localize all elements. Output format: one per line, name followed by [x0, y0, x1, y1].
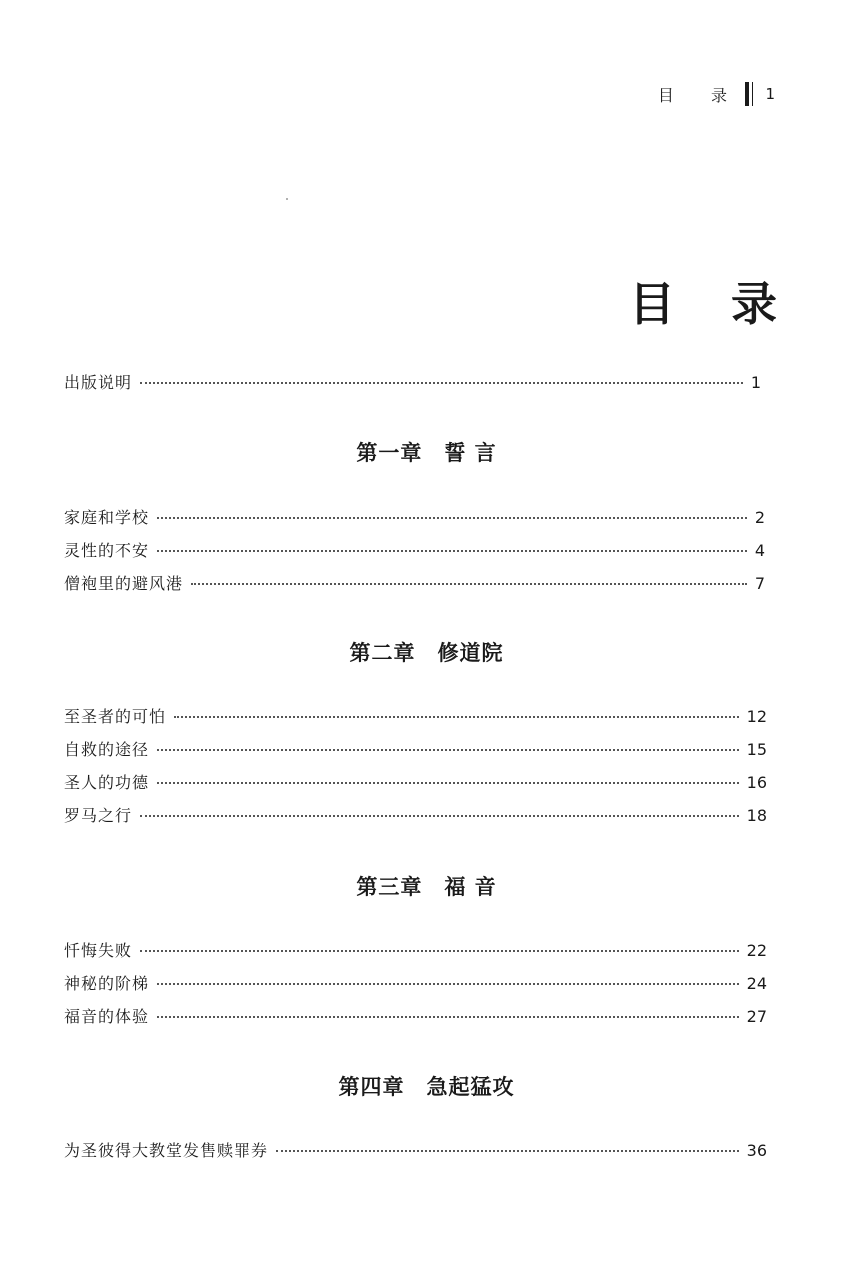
toc-entry-page: 27 [746, 1007, 767, 1026]
toc-entry-page: 12 [746, 707, 767, 726]
toc-entry[interactable] [64, 737, 767, 759]
toc-entry-label: 圣人的功德 [64, 773, 150, 792]
toc-entry-page: 24 [746, 974, 767, 993]
toc-entry-page: 15 [746, 740, 767, 759]
print-speck [286, 198, 288, 200]
dot-leader [157, 749, 739, 751]
toc-entry[interactable] [64, 571, 765, 593]
chapter-heading-4 [0, 1071, 853, 1101]
chapter-name: 修道院 [437, 641, 504, 665]
toc-entry-label: 至圣者的可怕 [64, 707, 167, 726]
toc-entry[interactable] [64, 938, 767, 960]
chapter-heading-2 [0, 637, 853, 667]
toc-entry[interactable] [64, 971, 767, 993]
chapter-name: 誓 言 [444, 441, 497, 465]
toc-entry-label: 自救的途径 [64, 740, 150, 759]
running-head-title: 目 录 [657, 85, 743, 105]
toc-title [629, 268, 777, 334]
toc-entry-label: 家庭和学校 [64, 508, 150, 527]
toc-entry[interactable] [64, 704, 767, 726]
toc-entry[interactable] [64, 770, 767, 792]
toc-title-char-1: 目 [629, 277, 675, 331]
toc-entry-page: 7 [754, 574, 765, 593]
dot-leader [191, 583, 747, 585]
dot-leader [157, 1016, 739, 1018]
chapter-number: 第二章 [349, 641, 416, 665]
dot-leader [140, 950, 739, 952]
toc-entry-page: 16 [746, 773, 767, 792]
toc-entry-label: 忏悔失败 [64, 941, 133, 960]
toc-entry-page: 4 [754, 541, 765, 560]
toc-entry-label: 福音的体验 [64, 1007, 150, 1026]
toc-entry-label: 神秘的阶梯 [64, 974, 150, 993]
toc-entry-label: 出版说明 [64, 373, 133, 392]
toc-entry-label: 为圣彼得大教堂发售赎罪券 [64, 1141, 269, 1160]
running-head [658, 82, 775, 106]
chapter-heading-3 [0, 871, 853, 901]
chapter-number: 第三章 [356, 875, 423, 899]
dot-leader [140, 815, 739, 817]
dot-leader [276, 1150, 739, 1152]
dot-leader [157, 517, 747, 519]
toc-entry[interactable] [64, 538, 765, 560]
chapter-number: 第四章 [338, 1075, 405, 1099]
toc-entry-page: 18 [746, 806, 767, 825]
running-head-page-number: 1 [765, 85, 775, 103]
toc-entry[interactable] [64, 1138, 767, 1160]
toc-entry-label: 僧袍里的避风港 [64, 574, 184, 593]
toc-entry-label: 罗马之行 [64, 806, 133, 825]
dot-leader [157, 983, 739, 985]
toc-entry[interactable] [64, 803, 767, 825]
chapter-name: 急起猛攻 [426, 1075, 515, 1099]
dot-leader [157, 550, 747, 552]
chapter-name: 福 音 [444, 875, 497, 899]
toc-entry-page: 1 [750, 373, 761, 392]
chapter-heading-1 [0, 437, 853, 467]
toc-entry-label: 灵性的不安 [64, 541, 150, 560]
dot-leader [157, 782, 739, 784]
running-head-bars-ornament [745, 82, 754, 106]
toc-entry-page: 2 [754, 508, 765, 527]
toc-entry-page: 22 [746, 941, 767, 960]
toc-entry[interactable] [64, 505, 765, 527]
toc-title-char-2: 录 [731, 277, 777, 331]
toc-entry-front-matter[interactable] [64, 370, 761, 392]
toc-entry-page: 36 [746, 1141, 767, 1160]
chapter-number: 第一章 [356, 441, 423, 465]
dot-leader [140, 382, 743, 384]
toc-entry[interactable] [64, 1004, 767, 1026]
dot-leader [174, 716, 739, 718]
